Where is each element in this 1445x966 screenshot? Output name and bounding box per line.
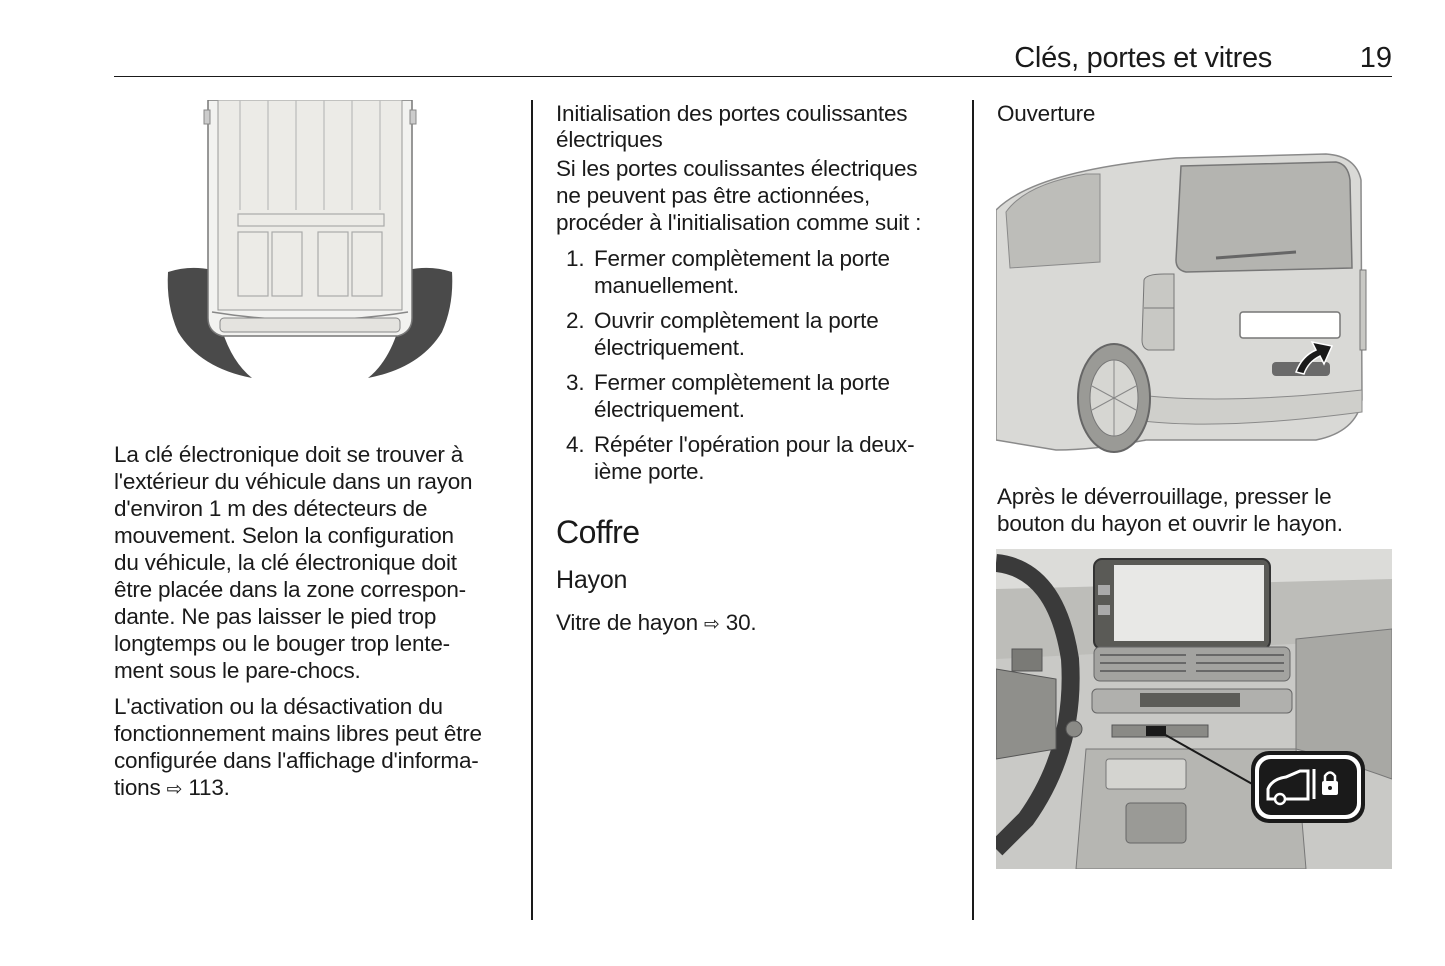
reference-text: Vitre de hayon	[556, 610, 698, 635]
dashboard-figure	[996, 549, 1392, 869]
text-line: fonctionnement mains libres peut être	[114, 721, 482, 746]
chapter-title: Clés, portes et vitres	[1014, 42, 1272, 74]
text-line: Après le déverrouillage, presser le	[997, 484, 1332, 509]
step-number: 2.	[566, 308, 585, 333]
text-line: tions	[114, 775, 161, 800]
text-line: ne peuvent pas être actionnées,	[556, 183, 871, 208]
section-heading-sliding-doors	[556, 101, 961, 153]
text-line: manuellement.	[594, 273, 739, 298]
subsection-title-hayon: Hayon	[556, 566, 628, 594]
text-line: Ouvrir complètement la porte	[594, 308, 879, 333]
column-3	[997, 101, 1392, 127]
list-item	[556, 431, 961, 485]
page-reference-icon: ⇨	[166, 778, 183, 800]
step-number: 1.	[566, 246, 585, 271]
initialisation-steps	[556, 245, 961, 485]
paragraph-reference	[556, 609, 961, 638]
paragraph-hands-free-config	[114, 693, 519, 803]
page-reference-link[interactable]: 113.	[188, 775, 230, 800]
text-line: configurée dans l'affichage d'informa-	[114, 748, 479, 773]
text-line: du véhicule, la clé électronique doit	[114, 550, 457, 575]
text-line: Fermer complètement la porte	[594, 246, 890, 271]
heading-line: Initialisation des portes coulissantes	[556, 101, 908, 126]
text-line: mouvement. Selon la configuration	[114, 523, 454, 548]
page-number: 19	[1359, 42, 1392, 74]
text-line: électriquement.	[594, 335, 745, 360]
step-number: 4.	[566, 432, 585, 457]
text-line: Si les portes coulissantes électriques	[556, 156, 918, 181]
section-heading-ouverture: Ouverture	[997, 101, 1096, 126]
step-number: 3.	[566, 370, 585, 395]
text-line: l'extérieur du véhicule dans un rayon	[114, 469, 473, 494]
list-item	[556, 245, 961, 299]
text-line: dante. Ne pas laisser le pied trop	[114, 604, 437, 629]
column-2	[556, 101, 961, 647]
paragraph-tailgate-open	[997, 483, 1392, 537]
text-line: ième porte.	[594, 459, 705, 484]
text-line: L'activation ou la désactivation du	[114, 694, 443, 719]
text-line: Répéter l'opération pour la deux-	[594, 432, 915, 457]
text-line: La clé électronique doit se trouver à	[114, 442, 464, 467]
paragraph-intro	[556, 155, 961, 236]
van-rear-illustration	[996, 150, 1392, 460]
text-line: longtemps ou le bouger trop lente-	[114, 631, 450, 656]
text-line: d'environ 1 m des détecteurs de	[114, 496, 428, 521]
van-top-view-illustration	[160, 100, 460, 385]
text-line: Fermer complètement la porte	[594, 370, 890, 395]
dashboard-illustration	[996, 549, 1392, 869]
list-item	[556, 369, 961, 423]
column-divider	[531, 100, 533, 920]
text-line: électriquement.	[594, 397, 745, 422]
paragraph-hands-free-zone	[114, 441, 519, 684]
list-item	[556, 307, 961, 361]
running-header	[114, 40, 1392, 77]
column-1	[114, 441, 519, 812]
van-rear-figure	[996, 150, 1392, 460]
text-line: bouton du hayon et ouvrir le hayon.	[997, 511, 1343, 536]
heading-line: électriques	[556, 127, 663, 152]
section-title-coffre: Coffre	[556, 514, 640, 550]
van-top-view-figure	[160, 100, 460, 385]
column-divider	[972, 100, 974, 920]
column-3-text	[997, 483, 1392, 546]
page-reference-icon: ⇨	[703, 613, 720, 635]
text-line: être placée dans la zone correspon-	[114, 577, 466, 602]
page-reference-link[interactable]: 30.	[725, 610, 757, 635]
text-line: ment sous le pare-chocs.	[114, 658, 361, 683]
text-line: procéder à l'initialisation comme suit :	[556, 210, 922, 235]
